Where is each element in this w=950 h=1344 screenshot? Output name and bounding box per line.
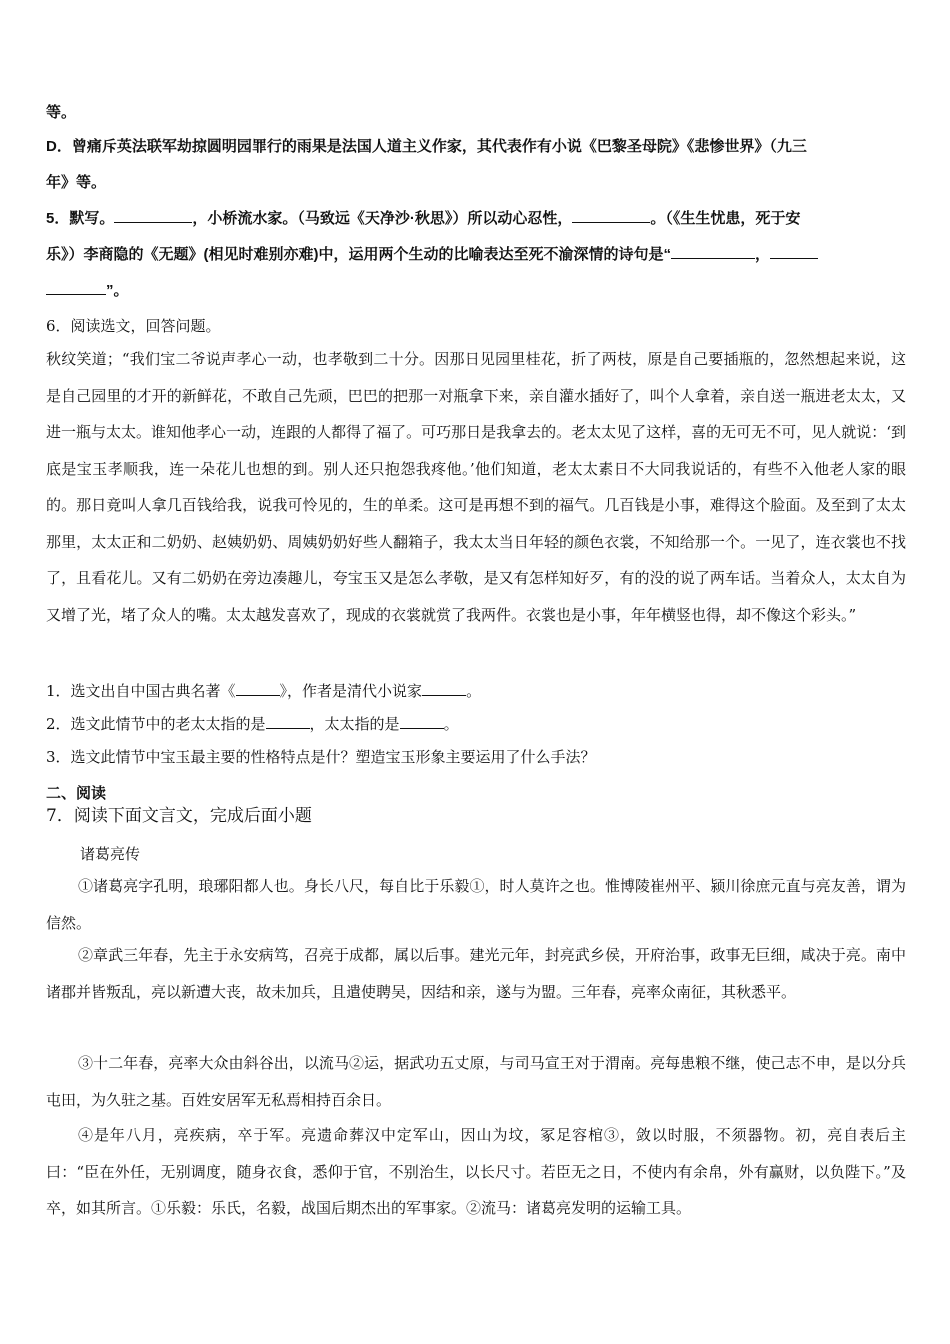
q5-line2 [46,244,818,265]
q6-sub1-text: 。 [466,682,482,700]
q5-text: ”。 [106,282,129,299]
q5-line1 [46,208,800,229]
answer-blank [236,681,280,696]
q5-text: 。（《生生忧患，死于安 [650,210,801,227]
q6-sub1-text: 》，作者是清代小说家 [279,682,423,700]
q6-sub2-text: 。 [443,715,459,733]
q4-option-d-line2: 年》等。 [46,174,107,191]
q4-tail: 等。 [46,104,77,121]
answer-blank [400,714,444,729]
q7-paragraph-3: ③十二年春，亮率大众由斜谷出，以流马②运，据武功五丈原，与司马宣王对于渭南。亮每患粮不继，使己志不申，是以分兵屯田，为久驻之基。百姓安居军无私焉相持百余日。 [46,1054,906,1109]
section-heading: 二、阅读 [46,785,107,802]
q5-text: ，小桥流水家。（马致远《天净沙·秋思》）所以动心忍性， [192,210,573,227]
q7-paragraph-4: ④是年八月，亮疾病，卒于军。亮遗命葬汉中定军山，因山为坟，冢足容棺③，敛以时服，不须器物。初，亮自表后主曰：“臣在外任，无别调度，随身衣食，悉仰于官，不别治生，以长尺寸。若臣无之日，不使内有余帛，外有赢财，以负陛下。”及卒，如其所言。①乐毅：乐氏，名毅，战国后期杰出的军事家。②流马：诸葛亮发明的运输工具。 [46,1126,906,1217]
q5-line3 [46,280,129,301]
q6-sub3: 3．选文此情节中宝玉最主要的性格特点是什？塑造宝玉形象主要运用了什么手法？ [46,748,596,766]
q6-sub1 [46,681,481,701]
answer-blank [266,714,310,729]
q6-sub2-text: ，太太指的是 [309,715,400,733]
q6-sub2 [46,714,459,734]
q6-passage: 秋纹笑道；“我们宝二爷说声孝心一动，也孝敬到二十分。因那日见园里桂花，折了两枝，原是自己要插瓶的，忽然想起来说，这是自己园里的才开的新鲜花，不敢自己先顽，巴巴的把那一对瓶拿下来，亲自灌水插好了，叫个人拿着，亲自送一瓶进老太太，又进一瓶与太太。谁知他孝心一动，连跟的人都得了福了。可巧那日是我拿去的。老太太见了这样，喜的无可无不可，见人就说：‘到底是宝玉孝顺我，连一朵花儿也想的到。别人还只抱怨我疼他。’他们知道，老太太素日不大同我说话的，有些不入他老人家的眼的。那日竟叫人拿几百钱给我，说我可怜见的，生的单柔。这可是再想不到的福气。几百钱是小事，难得这个脸面。及至到了太太那里，太太正和二奶奶、赵姨奶奶、周姨奶奶好些人翻箱子，我太太当日年轻的颜色衣裳，不知给那一个。一见了，连衣裳也不找了，且看花儿。又有二奶奶在旁边凑趣儿，夸宝玉又是怎么孝敬，是又有怎样知好歹，有的没的说了两车话。当着众人，太太自为又增了光，堵了众人的嘴。太太越发喜欢了，现成的衣裳就赏了我两件。衣裳也是小事，年年横竖也得，却不像这个彩头。” [46,350,906,624]
q6-intro: 6．阅读选文，回答问题。 [46,317,221,335]
q7-paragraph-1: ①诸葛亮字孔明，琅琊阳都人也。身长八尺，每自比于乐毅①，时人莫许之也。惟博陵崔州平、颍川徐庶元直与亮友善，谓为信然。 [46,877,906,932]
q6-sub1-text: 1．选文出自中国古典名著《 [46,682,236,700]
answer-blank [114,208,192,223]
q7-intro: 7．阅读下面文言文，完成后面小题 [46,806,312,826]
q5-label: 5．默写。 [46,210,115,227]
answer-blank [572,208,650,223]
answer-blank [770,244,818,259]
q5-text: ， [755,246,771,263]
q7-title: 诸葛亮传 [80,845,141,863]
q6-sub2-text: 2．选文此情节中的老太太指的是 [46,715,266,733]
answer-blank [422,681,466,696]
q5-text: 乐》）李商隐的《无题》(相见时难别亦难)中，运用两个生动的比喻表达至死不渝深情的诗句是“ [46,246,671,263]
q7-paragraph-2: ②章武三年春，先主于永安病笃，召亮于成都，属以后事。建光元年，封亮武乡侯，开府治事，政事无巨细，咸决于亮。南中诸郡并皆叛乱，亮以新遭大丧，故未加兵，且遣使聘吴，因结和亲，遂与为盟。三年春，亮率众南征，其秋悉平。 [46,946,906,1001]
answer-blank [46,280,106,295]
q4-option-d-line1: D．曾痛斥英法联军劫掠圆明园罪行的雨果是法国人道主义作家，其代表作有小说《巴黎圣母院》《悲惨世界》（九三 [46,138,807,155]
answer-blank [671,244,755,259]
